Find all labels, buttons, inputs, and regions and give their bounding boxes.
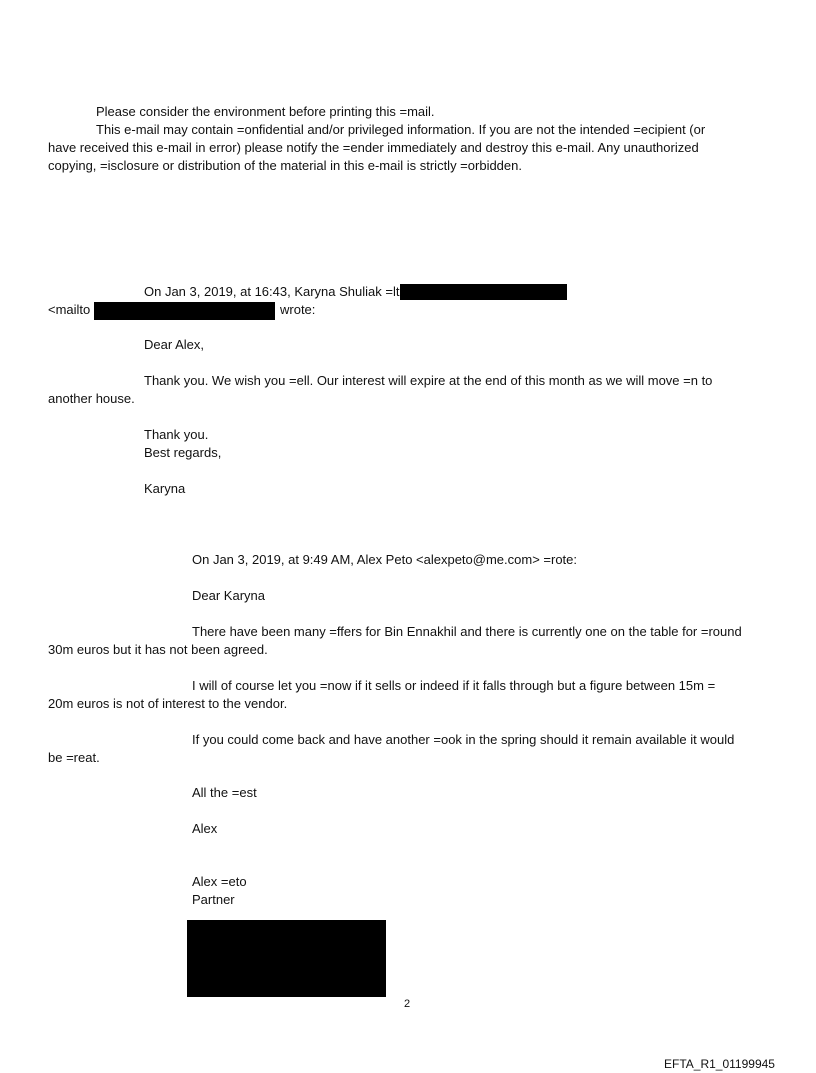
disclaimer-line-1: Please consider the environment before printing this =mail. bbox=[96, 104, 435, 119]
karyna-thanks: Thank you. bbox=[144, 427, 209, 442]
karyna-regards: Best regards, bbox=[144, 445, 222, 460]
disclaimer-line-2: This e-mail may contain =onfidential and/or privileged information. If you are not the intended =ecipient (or bbox=[96, 122, 706, 137]
redaction-email-2 bbox=[94, 302, 275, 320]
karyna-mailto-prefix: <mailto bbox=[48, 302, 91, 317]
alex-signature-title: Partner bbox=[192, 892, 235, 907]
alex-greeting: Dear Karyna bbox=[192, 588, 265, 603]
alex-p3-line-1: If you could come back and have another =ook in the spring should it remain available it would bbox=[192, 732, 735, 747]
alex-p1-line-1: There have been many =ffers for Bin Ennakhil and there is currently one on the table for =round bbox=[192, 624, 742, 639]
redaction-signature-block bbox=[187, 920, 386, 997]
alex-p2-line-2: 20m euros is not of interest to the vendor. bbox=[48, 696, 288, 711]
karyna-body-line-1: Thank you. We wish you =ell. Our interest will expire at the end of this month as we will move =n to bbox=[144, 373, 713, 388]
alex-reply-header: On Jan 3, 2019, at 9:49 AM, Alex Peto <alexpeto@me.com> =rote: bbox=[192, 552, 578, 567]
alex-p1-line-2: 30m euros but it has not been agreed. bbox=[48, 642, 268, 657]
karyna-wrote: wrote: bbox=[280, 302, 316, 317]
alex-name: Alex bbox=[192, 821, 218, 836]
document-id: EFTA_R1_01199945 bbox=[664, 1057, 775, 1071]
alex-p3-line-2: be =reat. bbox=[48, 750, 100, 765]
karyna-reply-header: On Jan 3, 2019, at 16:43, Karyna Shuliak =lt bbox=[144, 284, 400, 299]
alex-p2-line-1: I will of course let you =now if it sells or indeed if it falls through but a figure between 15m = bbox=[192, 678, 716, 693]
karyna-signature: Karyna bbox=[144, 481, 186, 496]
page-number: 2 bbox=[404, 998, 411, 1010]
disclaimer-line-4: copying, =isclosure or distribution of the material in this e-mail is strictly =orbidden. bbox=[48, 158, 522, 173]
alex-closing: All the =est bbox=[192, 785, 257, 800]
karyna-body-line-2: another house. bbox=[48, 391, 135, 406]
disclaimer-line-3: have received this e-mail in error) please notify the =ender immediately and destroy this e-mail. Any unauthorized bbox=[48, 140, 699, 155]
alex-signature-name: Alex =eto bbox=[192, 874, 247, 889]
redaction-email-1 bbox=[400, 284, 567, 300]
karyna-greeting: Dear Alex, bbox=[144, 337, 204, 352]
